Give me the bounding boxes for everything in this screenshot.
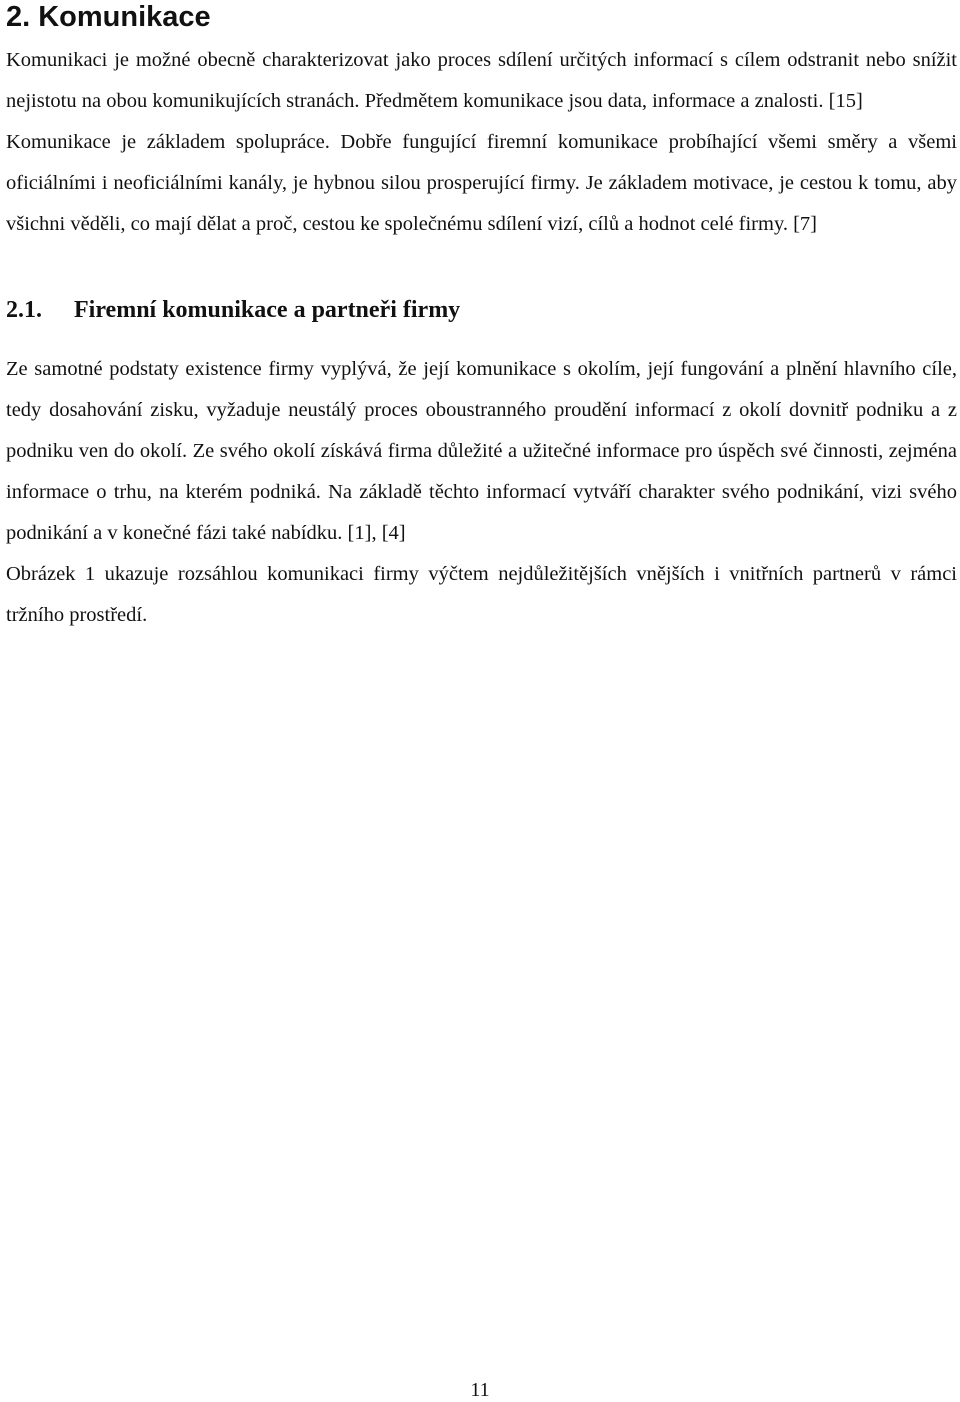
chapter-title: 2. Komunikace	[6, 1, 211, 33]
document-page	[6, 0, 957, 636]
paragraph: Komunikace je základem spolupráce. Dobře fungující firemní komunikace probíhající všemi směry a všemi oficiálními i neoficiálními kanály, je hybnou silou prosperující firmy. Je základem motivace, je cestou k tomu, aby všichni věděli, co mají dělat a proč, cestou ke společnému sdílení vizí, cílů a hodnot celé firmy. [7]	[6, 131, 957, 235]
paragraph: Ze samotné podstaty existence firmy vyplývá, že její komunikace s okolím, její fungování a plnění hlavního cíle, tedy dosahování zisku, vyžaduje neustálý proces oboustranného proudění informací z okolí dovnitř podniku a z podniku ven do okolí. Ze svého okolí získává firma důležité a užitečné informace pro úspěch své činnosti, zejména informace o trhu, na kterém podniká. Na základě těchto informací vytváří charakter svého podnikání, vizi svého podnikání a v konečné fázi také nabídku. [1], [4]	[6, 358, 957, 544]
section-heading	[6, 295, 957, 325]
paragraph: Komunikaci je možné obecně charakterizovat jako proces sdílení určitých informací s cílem odstranit nebo snížit nejistotu na obou komunikujících stranách. Předmětem komunikace jsou data, informace a znalosti. [15]	[6, 49, 957, 112]
paragraph: Obrázek 1 ukazuje rozsáhlou komunikaci firmy výčtem nejdůležitějších vnějších i vnitřních partnerů v rámci tržního prostředí.	[6, 563, 957, 626]
section-number: 2.1.	[6, 297, 42, 323]
section-title: Firemní komunikace a partneři firmy	[74, 297, 461, 323]
page-number: 11	[470, 1379, 490, 1401]
